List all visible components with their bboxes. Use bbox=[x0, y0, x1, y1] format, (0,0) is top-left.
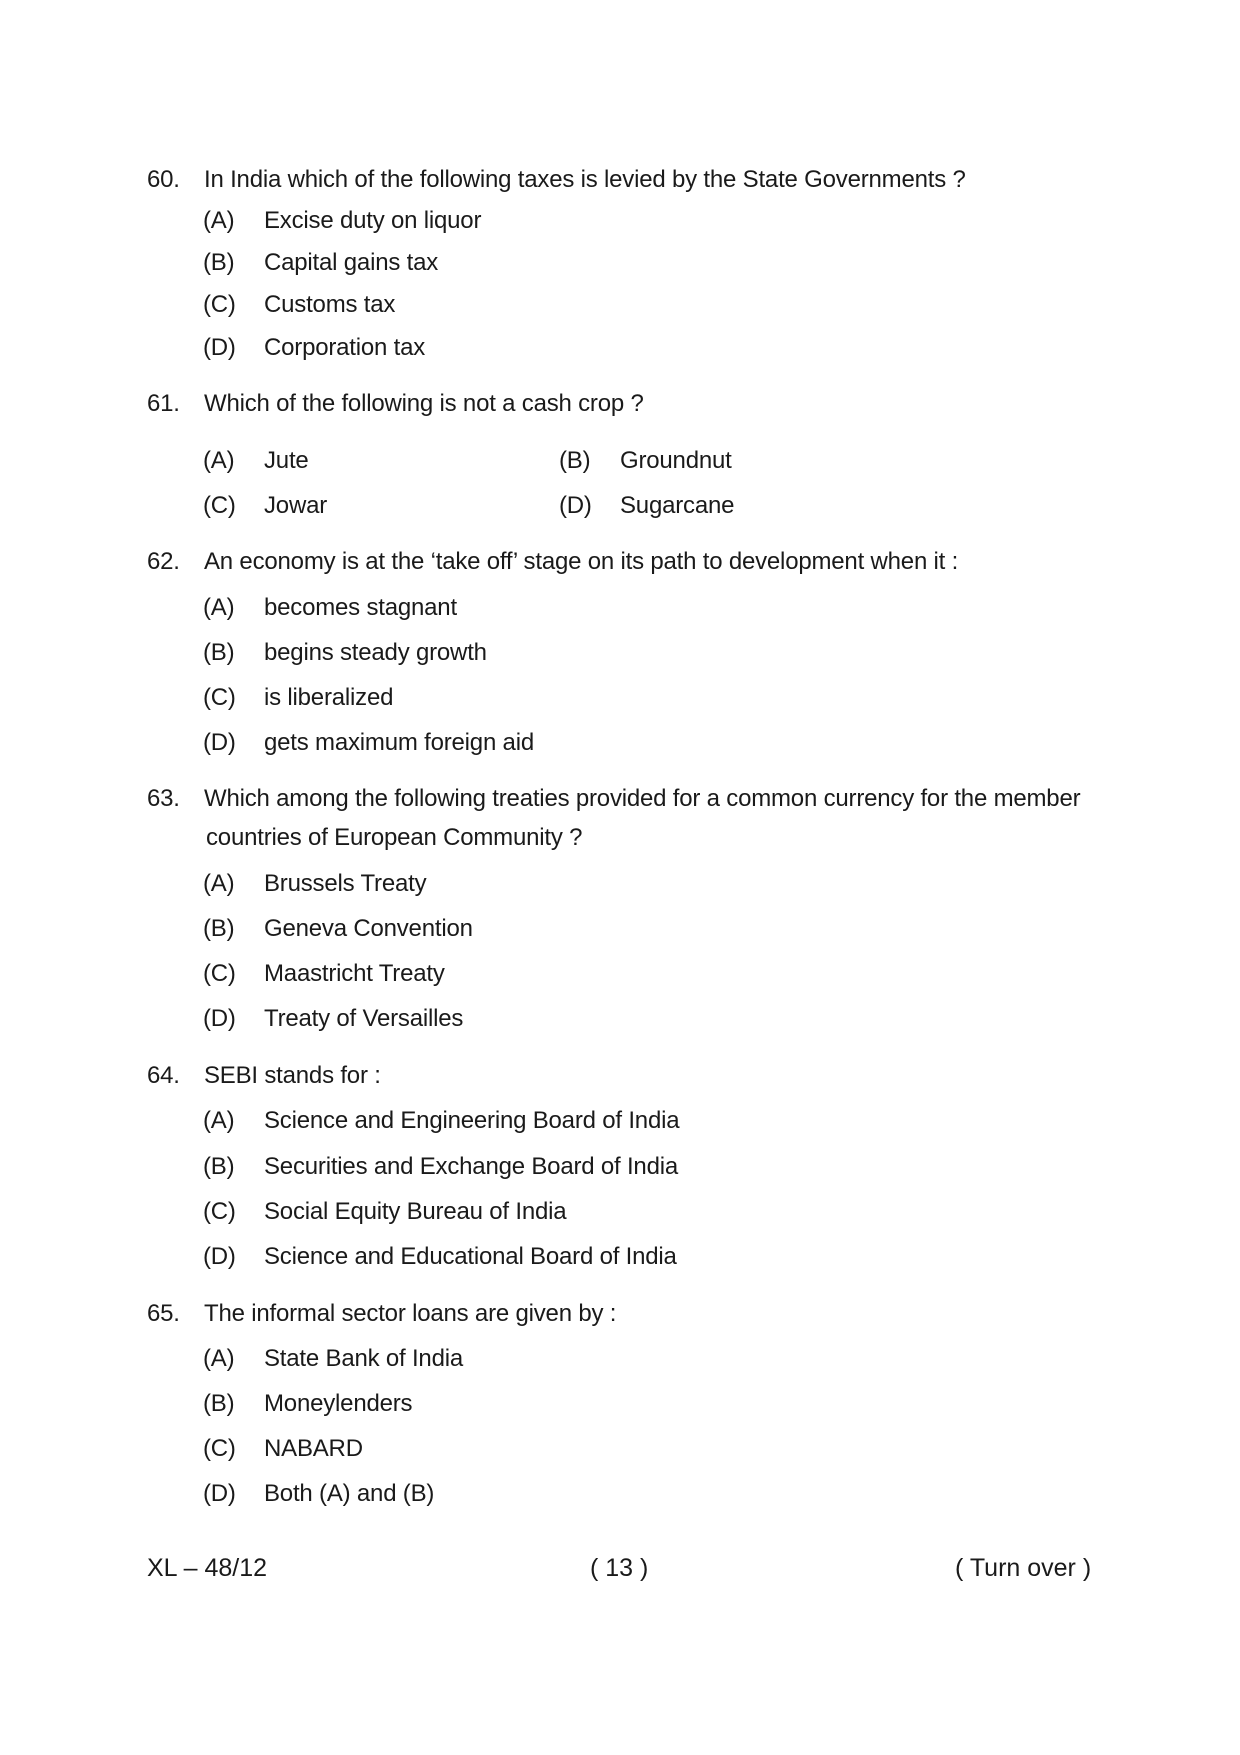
option-label: (D) bbox=[203, 729, 236, 756]
option-a bbox=[203, 870, 426, 898]
option-label: (A) bbox=[203, 870, 235, 897]
option-label: (B) bbox=[203, 1153, 235, 1180]
option-text: NABARD bbox=[264, 1435, 363, 1462]
option-a bbox=[203, 594, 457, 622]
option-label: (B) bbox=[203, 249, 235, 276]
option-text: Sugarcane bbox=[620, 492, 735, 519]
option-label: (C) bbox=[203, 291, 236, 318]
option-label: (B) bbox=[559, 447, 591, 474]
option-b bbox=[203, 915, 473, 943]
option-label: (D) bbox=[203, 1480, 236, 1507]
question-text: An economy is at the ‘take off’ stage on its path to development when it : bbox=[204, 548, 959, 575]
option-text: becomes stagnant bbox=[264, 594, 457, 621]
question-number: 65. bbox=[147, 1300, 180, 1327]
question-text: Which of the following is not a cash crop ? bbox=[204, 390, 644, 417]
option-label: (C) bbox=[203, 960, 236, 987]
option-b bbox=[203, 249, 438, 277]
question-stem bbox=[147, 390, 644, 418]
option-text: begins steady growth bbox=[264, 639, 487, 666]
option-b bbox=[559, 447, 732, 475]
option-text: Corporation tax bbox=[264, 334, 426, 361]
option-a bbox=[203, 1107, 679, 1135]
option-label: (D) bbox=[203, 334, 236, 361]
option-label: (B) bbox=[203, 1390, 235, 1417]
option-c bbox=[203, 684, 393, 712]
option-a bbox=[203, 207, 481, 235]
option-d bbox=[559, 492, 734, 520]
option-text: Securities and Exchange Board of India bbox=[264, 1153, 679, 1180]
option-label: (A) bbox=[203, 1107, 235, 1134]
option-b bbox=[203, 1390, 412, 1418]
option-b bbox=[203, 1153, 678, 1181]
page-number: ( 13 ) bbox=[590, 1554, 649, 1582]
option-label: (D) bbox=[203, 1005, 236, 1032]
option-text: Jowar bbox=[264, 492, 328, 519]
option-text: Excise duty on liquor bbox=[264, 207, 482, 234]
option-d bbox=[203, 334, 425, 362]
option-a bbox=[203, 1345, 463, 1373]
option-text: Geneva Convention bbox=[264, 915, 473, 942]
question-number: 63. bbox=[147, 785, 180, 812]
option-text: Maastricht Treaty bbox=[264, 960, 445, 987]
question-number: 64. bbox=[147, 1062, 180, 1089]
question-number: 61. bbox=[147, 390, 180, 417]
option-text: Social Equity Bureau of India bbox=[264, 1198, 567, 1225]
option-label: (D) bbox=[559, 492, 592, 519]
option-c bbox=[203, 1198, 566, 1226]
option-d bbox=[203, 729, 534, 757]
question-number: 62. bbox=[147, 548, 180, 575]
option-label: (A) bbox=[203, 1345, 235, 1372]
paper-code: XL – 48/12 bbox=[147, 1554, 268, 1582]
option-text: State Bank of India bbox=[264, 1345, 464, 1372]
question-stem bbox=[147, 785, 1080, 813]
question-text: SEBI stands for : bbox=[204, 1062, 381, 1089]
option-text: Jute bbox=[264, 447, 309, 474]
option-d bbox=[203, 1005, 463, 1033]
option-label: (D) bbox=[203, 1243, 236, 1270]
question-stem bbox=[147, 166, 966, 194]
option-c bbox=[203, 492, 327, 520]
option-d bbox=[203, 1243, 677, 1271]
option-label: (C) bbox=[203, 684, 236, 711]
option-text: is liberalized bbox=[264, 684, 394, 711]
option-c bbox=[203, 1435, 363, 1463]
option-label: (A) bbox=[203, 594, 235, 621]
option-text: Brussels Treaty bbox=[264, 870, 427, 897]
option-label: (A) bbox=[203, 447, 235, 474]
question-stem bbox=[147, 1062, 381, 1090]
option-text: Science and Engineering Board of India bbox=[264, 1107, 680, 1134]
option-d bbox=[203, 1480, 434, 1508]
option-text: gets maximum foreign aid bbox=[264, 729, 534, 756]
option-c bbox=[203, 291, 395, 319]
option-c bbox=[203, 960, 445, 988]
question-text: In India which of the following taxes is levied by the State Governments ? bbox=[204, 166, 966, 193]
option-label: (C) bbox=[203, 1435, 236, 1462]
question-number: 60. bbox=[147, 166, 180, 193]
option-text: Moneylenders bbox=[264, 1390, 413, 1417]
option-text: Science and Educational Board of India bbox=[264, 1243, 677, 1270]
question-stem bbox=[147, 548, 958, 576]
option-label: (C) bbox=[203, 1198, 236, 1225]
option-text: Groundnut bbox=[620, 447, 732, 474]
option-text: Both (A) and (B) bbox=[264, 1480, 435, 1507]
question-stem bbox=[147, 1300, 616, 1328]
turn-over-note: ( Turn over ) bbox=[955, 1554, 1092, 1582]
option-label: (A) bbox=[203, 207, 235, 234]
question-text: The informal sector loans are given by : bbox=[204, 1300, 617, 1327]
option-label: (C) bbox=[203, 492, 236, 519]
option-text: Capital gains tax bbox=[264, 249, 439, 276]
question-text: Which among the following treaties provided for a common currency for the member bbox=[204, 785, 1081, 812]
option-a bbox=[203, 447, 309, 475]
option-text: Customs tax bbox=[264, 291, 396, 318]
option-label: (B) bbox=[203, 915, 235, 942]
option-b bbox=[203, 639, 487, 667]
question-text-continued: countries of European Community ? bbox=[206, 824, 583, 851]
option-label: (B) bbox=[203, 639, 235, 666]
option-text: Treaty of Versailles bbox=[264, 1005, 464, 1032]
